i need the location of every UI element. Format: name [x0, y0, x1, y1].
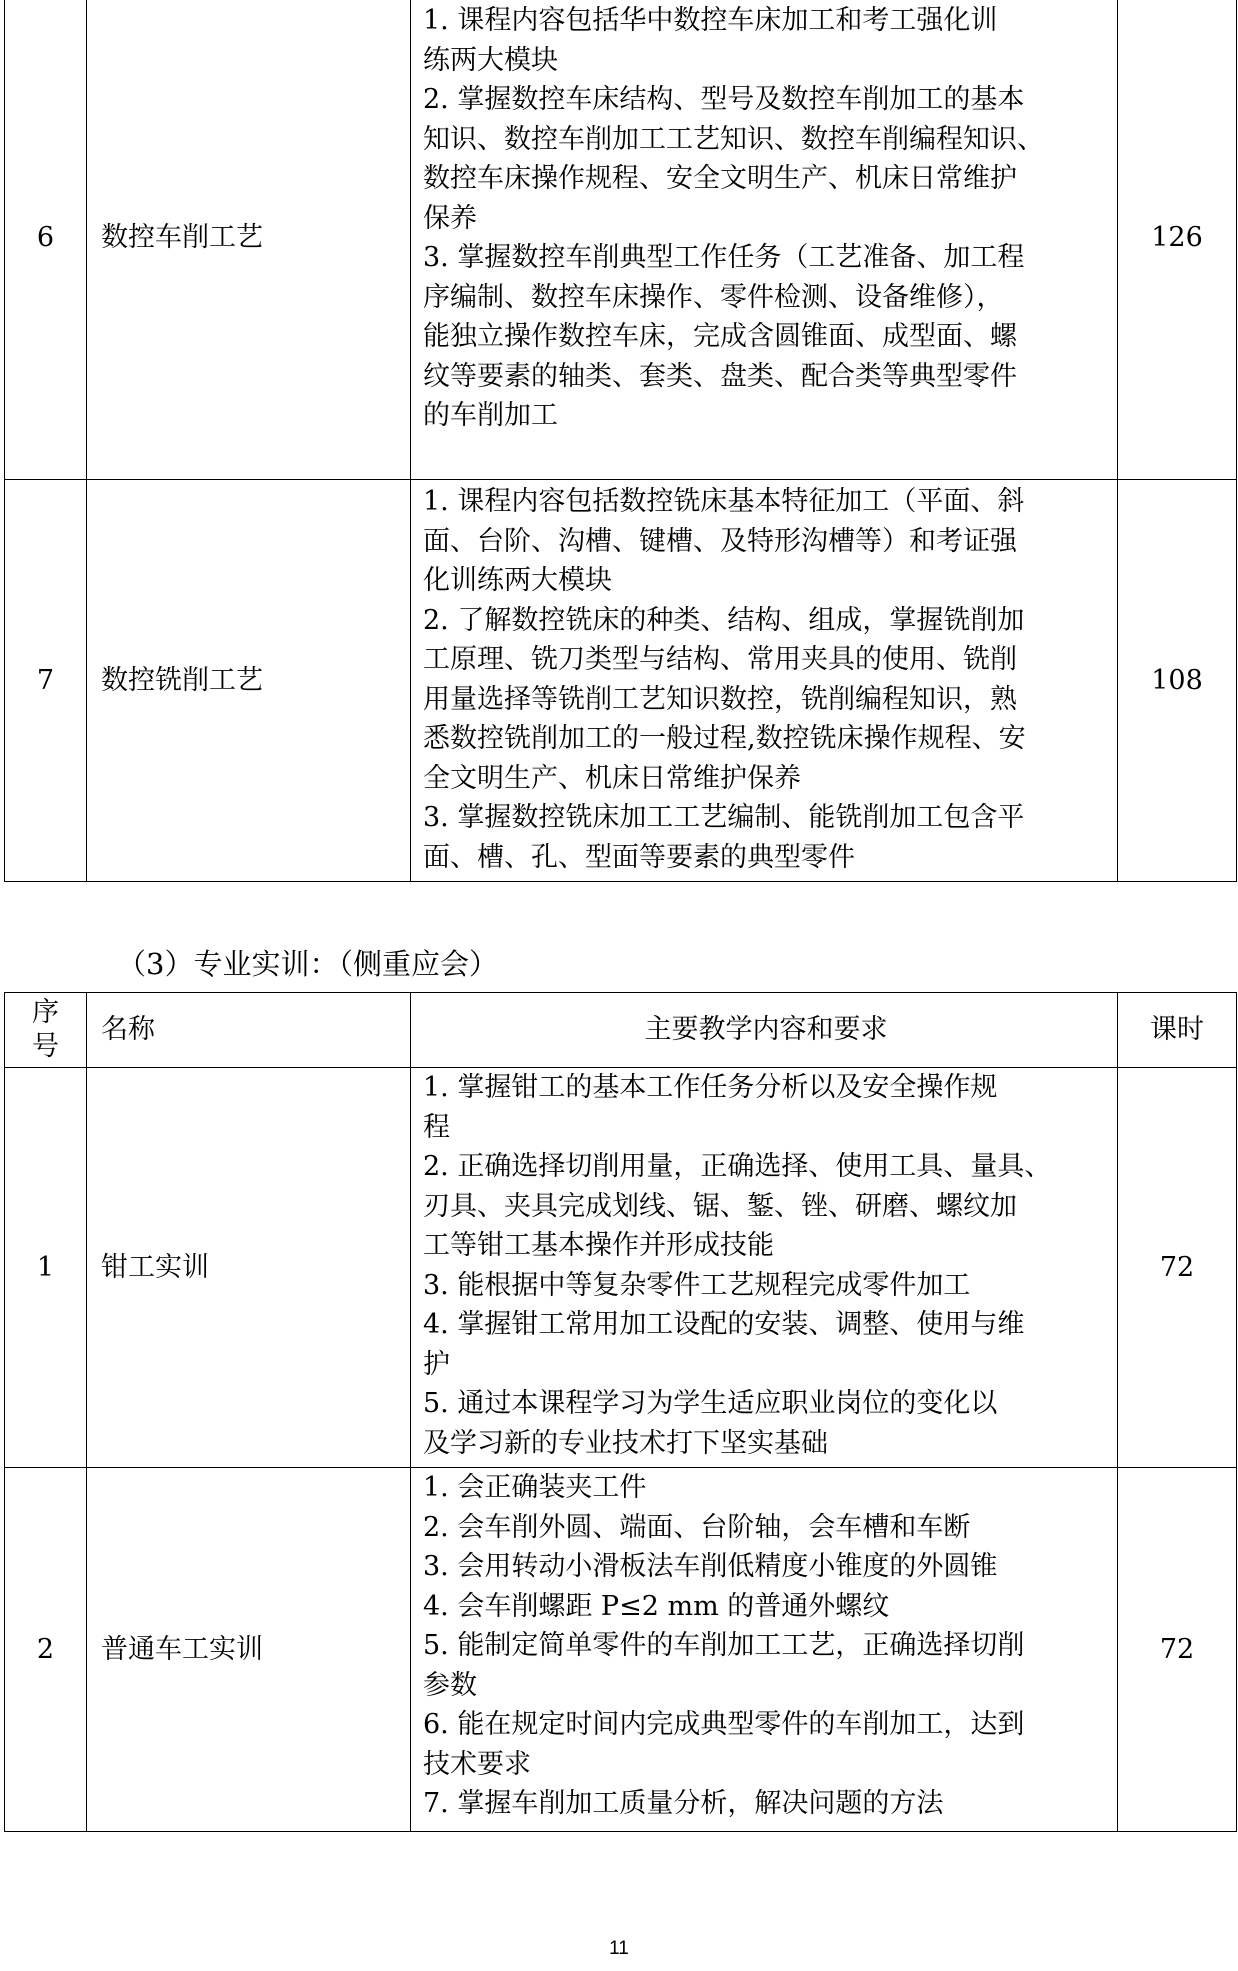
content-line: 1. 课程内容包括华中数控车床加工和考工强化训: [423, 5, 998, 36]
header-hours: 课时: [1118, 993, 1237, 1068]
header-content: 主要教学内容和要求: [411, 993, 1118, 1068]
course-content: [411, 0, 1118, 480]
content-line: 3. 掌握数控车削典型工作任务（工艺准备、加工程: [423, 242, 1025, 273]
course-hours: 72: [1118, 1068, 1237, 1468]
content-line: 能独立操作数控车床，完成含圆锥面、成型面、螺: [423, 321, 1017, 352]
content-line: 3. 能根据中等复杂零件工艺规程完成零件加工: [423, 1269, 971, 1301]
content-line: 数控车床操作规程、安全文明生产、机床日常维护: [423, 163, 1017, 194]
course-content: [411, 1068, 1118, 1468]
course-name: 普通车工实训: [87, 1468, 411, 1832]
header-number-line1: 序: [32, 997, 59, 1028]
content-line: 6. 能在规定时间内完成典型零件的车削加工，达到: [423, 1709, 1025, 1740]
content-line: 2. 掌握数控车床结构、型号及数控车削加工的基本: [423, 84, 1025, 115]
content-line: 1. 会正确装夹工件: [423, 1472, 647, 1503]
content-line: 面、台阶、沟槽、键槽、及特形沟槽等）和考证强: [423, 525, 1017, 557]
content-line: 2. 正确选择切削用量，正确选择、使用工具、量具、: [423, 1151, 1052, 1182]
content-line: 刃具、夹具完成划线、锯、錾、锉、研磨、螺纹加: [423, 1190, 1017, 1222]
content-line: 工原理、铣刀类型与结构、常用夹具的使用、铣削: [423, 644, 1017, 675]
content-line: 工等钳工基本操作并形成技能: [423, 1230, 774, 1261]
course-hours: 126: [1118, 0, 1237, 480]
content-line: 4. 会车削螺距 P≤2 mm 的普通外螺纹: [423, 1590, 890, 1622]
header-number-line2: 号: [32, 1031, 59, 1062]
table-row: [5, 1068, 1237, 1468]
content-line: 1. 课程内容包括数控铣床基本特征加工（平面、斜: [423, 486, 1025, 517]
row-number: 7: [5, 480, 87, 882]
header-number: [5, 993, 87, 1068]
content-line: 用量选择等铣削工艺知识数控，铣削编程知识，熟: [423, 683, 1017, 715]
table-header-row: [5, 993, 1237, 1068]
content-line: 参数: [423, 1669, 477, 1701]
content-line: 3. 会用转动小滑板法车削低精度小锥度的外圆锥: [423, 1551, 998, 1582]
content-line: 保养: [423, 202, 477, 234]
content-line: 3. 掌握数控铣床加工工艺编制、能铣削加工包含平: [423, 802, 1025, 833]
course-table-top: [4, 0, 1237, 882]
content-line: 1. 掌握钳工的基本工作任务分析以及安全操作规: [423, 1072, 998, 1103]
content-line: 纹等要素的轴类、套类、盘类、配合类等典型零件: [423, 360, 1017, 392]
content-line: 及学习新的专业技术打下坚实基础: [423, 1427, 828, 1459]
training-table: [4, 992, 1237, 1832]
course-content: [411, 480, 1118, 882]
course-name: 钳工实训: [87, 1068, 411, 1468]
course-hours: 108: [1118, 480, 1237, 882]
row-number: 2: [5, 1468, 87, 1832]
content-line: 面、槽、孔、型面等要素的典型零件: [423, 841, 855, 873]
content-line: 悉数控铣削加工的一般过程,数控铣床操作规程、安: [423, 723, 1026, 754]
table-row: [5, 1468, 1237, 1832]
course-name: 数控铣削工艺: [87, 480, 411, 882]
row-number: 1: [5, 1068, 87, 1468]
content-line: 全文明生产、机床日常维护保养: [423, 762, 801, 794]
row-number: 6: [5, 0, 87, 480]
content-line: 知识、数控车削加工工艺知识、数控车削编程知识、: [423, 123, 1044, 155]
content-line: 程: [423, 1111, 450, 1143]
content-line: 护: [423, 1348, 450, 1380]
content-line: 2. 会车削外圆、端面、台阶轴，会车槽和车断: [423, 1511, 971, 1543]
header-name: 名称: [87, 993, 411, 1068]
content-line: 技术要求: [423, 1748, 531, 1780]
content-line: 5. 通过本课程学习为学生适应职业岗位的变化以: [423, 1388, 998, 1419]
section-title: （3）专业实训：（侧重应会）: [117, 947, 498, 981]
content-line: 5. 能制定简单零件的车削加工工艺，正确选择切削: [423, 1630, 1025, 1661]
course-name: 数控车削工艺: [87, 0, 411, 480]
content-line: 序编制、数控车床操作、零件检测、设备维修），: [423, 281, 1004, 313]
course-hours: 72: [1118, 1468, 1237, 1832]
content-line: 练两大模块: [423, 44, 558, 76]
table-row: [5, 0, 1237, 480]
course-content: [411, 1468, 1118, 1832]
page-number: 11: [609, 1938, 629, 1959]
content-line: 2. 了解数控铣床的种类、结构、组成，掌握铣削加: [423, 604, 1025, 636]
content-line: 的车削加工: [423, 400, 558, 431]
table-row: [5, 480, 1237, 882]
content-line: 4. 掌握钳工常用加工设配的安装、调整、使用与维: [423, 1309, 1025, 1340]
content-line: 化训练两大模块: [423, 565, 612, 596]
content-line: 7. 掌握车削加工质量分析，解决问题的方法: [423, 1788, 944, 1819]
